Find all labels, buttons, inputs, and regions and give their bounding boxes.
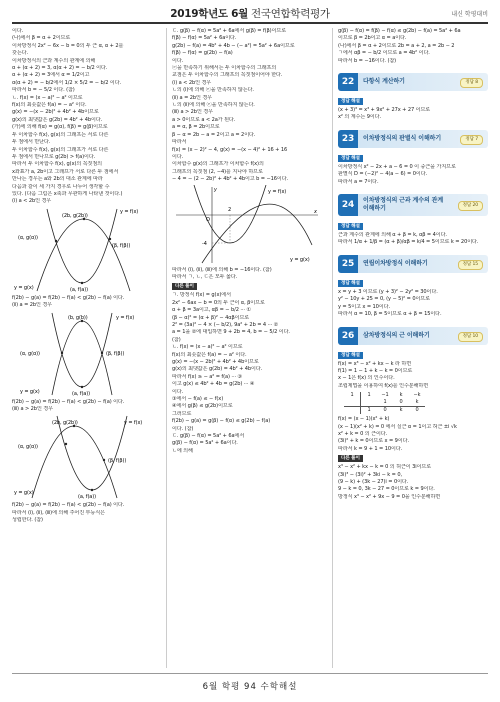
section-title-line1: 이차방정식의 근과 계수의 관계 (363, 197, 444, 205)
text-line: x² 의 계수는 9이다. (338, 114, 381, 121)
text-line: ㄴ. f(x) = (x − a)² − a² 이므로 (172, 344, 243, 351)
section-number: 24 (338, 194, 358, 216)
section-header (338, 130, 488, 148)
answer-badge: 정답 7 (460, 135, 483, 145)
text-line: 따라서 a = 7이다. (338, 178, 379, 185)
section-24-text (338, 232, 488, 247)
text-line: 이다. (172, 57, 184, 64)
text-line: a = 1을 ②에 대입하면 9 + 2b = 4, b = − 5/2 이다. (172, 329, 290, 336)
fig1-label-1: (α, g(α)) (18, 234, 38, 241)
text-line: g(x)의 최댓값은 g(2b) = 4b² + 4b이다. (172, 366, 263, 373)
g-parabola (32, 426, 117, 501)
text-line: 따라서 (ⅰ), (ⅱ), (ⅲ)에 의해 주어진 부등식은 (12, 509, 105, 516)
table-row: 1 0 k 0 (344, 407, 425, 415)
fig2-label-4: y = f(x) (116, 314, 135, 321)
column-1 (12, 28, 160, 668)
text-line: f(x)의 최솟값은 f(a) = − a² 이다. (12, 102, 87, 109)
text-line: x좌표가 a, 2b이고 그래프가 서로 다른 두 점에서 (12, 168, 119, 175)
column-divider-2 (332, 28, 333, 668)
text-line: 두 점에서 만난다. (12, 139, 51, 146)
fig1-label-5: y = g(x) (14, 284, 34, 291)
col2-text-a (172, 28, 325, 184)
text-line: 두 점에서 만나므로 g(2b) > f(a)이다. (12, 153, 96, 160)
section-number: 26 (338, 327, 358, 345)
other-solution-tag: 다른 풀이 (172, 283, 197, 290)
fig3-label-0: (2b, g(2b)) (52, 420, 78, 427)
g-parabola (52, 321, 112, 395)
text-line: 그래프의 꼭짓점 (2, −4)를 지나야 하므로 (172, 168, 263, 175)
section-number: 23 (338, 130, 358, 148)
g-parabola (37, 219, 130, 291)
section-header (338, 73, 488, 91)
text-line: f(β) − f(α) = g(2b) − f(a) (172, 50, 233, 57)
text-line: 따라서 b = − 5/2 이다. (참) (12, 87, 75, 94)
section-25-text (338, 289, 488, 319)
text-line: ㄱ에서 αβ = − b/2 이므로 a = 4b² 이다. (338, 50, 430, 57)
page-footer: 6월 학평 94 수학해설 (202, 682, 298, 692)
fig2-label-2: (β, f(β)) (106, 350, 125, 357)
section-25 (338, 255, 488, 319)
text-line: 갖는다. (12, 50, 28, 57)
text-line: (ⅰ) a < 2b인 경우 (172, 79, 212, 86)
graph-label-f: y = f(x) (268, 188, 287, 195)
fig3-label-1: (α, g(α)) (18, 444, 38, 451)
text-line: g(β) − f(α) = f(β) − f(α) ≤ g(2b) − f(a) = 5a² + 6a (338, 28, 461, 34)
text-line: ③에서 − f(a) ≤ − f(x) (172, 396, 224, 403)
graph-label-x: x (314, 208, 317, 215)
column-3 (338, 28, 488, 668)
text-line: ㄷ. g(β) − f(α) = 5a² + 6a에서 g(β) = f(β)이므로 (172, 28, 287, 34)
text-line: 근과 계수의 관계에 의해 α + β = k, αβ = 4이다. (338, 232, 447, 239)
text-line: x − 1은 f(x) 의 인수이다. (338, 375, 395, 382)
text-line: 따라서 f(x) ≥ − a² = f(a) ··· ③ (172, 373, 242, 380)
text-line: f(β) − f(α) = 5a² + 6a이다. (172, 35, 237, 42)
section-26 (338, 327, 488, 502)
graph-label-g: y = g(x) (290, 256, 310, 263)
text-line: f(2b) − g(a) = g(β) − f(α) ≤ g(2b) − f(a) (172, 418, 271, 425)
text-line: (참) (172, 336, 181, 343)
column-divider-1 (166, 28, 167, 668)
answer-explanation-tag: 정답 해설 (338, 98, 363, 105)
text-line: 조립제법을 이용하여 f(x)를 인수분해하면 (338, 382, 429, 389)
section-26-text (338, 361, 488, 391)
text-line: 다음과 같이 세 가지 경우로 나누어 생각할 수 (12, 183, 110, 190)
graph-label-origin: O (206, 216, 210, 223)
section-26-text-c (338, 464, 488, 501)
text-line: − 4 = − (2 − 2b)² + 4b² + 4b이고 b = −16이다. (172, 176, 289, 183)
text-line: y = 5이고 x = 10이다. (338, 303, 390, 310)
text-line: g(x) = −(x − 2b)² + 4b² + 4b이므로 (172, 359, 259, 365)
text-line: g(x) = −(x − 2b)² + 4b² + 4b이므로 (12, 109, 99, 116)
answer-explanation-tag: 정답 해설 (338, 280, 363, 287)
text-line: x³ − x² + kx − k = 0 의 허근이 3i이므로 (338, 464, 432, 471)
text-line: ㄴ의 (ⅱ)에 의해 ⓔ을 만족하지 않는다. (172, 102, 255, 109)
text-line: 판별식 D = (−2)² − 4(a − 6) = 0이다. (338, 171, 428, 178)
text-line: (x + 3)³ = x³ + 9x² + 27x + 27 이므로 (338, 107, 431, 114)
section-header (338, 194, 488, 216)
text-line: 이다. (참) (172, 425, 194, 432)
footer-divider (12, 673, 488, 674)
text-line: α + (α + 2) = 3에서 α = 1/2이고 (12, 72, 90, 79)
text-line: a > 0이므로 a < 2a가 된다. (172, 116, 236, 123)
col2-text-c (172, 292, 325, 455)
page-title-bold: 2019학년도 6월 (170, 8, 248, 20)
fig3-label-4: y = f(x) (124, 420, 143, 427)
text-line: (나)에서 β = α + 2이므로 (12, 35, 71, 42)
answer-explanation-tag: 정답 해설 (338, 223, 363, 230)
section-title: 연립이차방정식 이해하기 (363, 259, 428, 267)
graph-label-y: y (214, 186, 217, 193)
text-line: g(β) − f(α) = 5a² + 6a이다. (172, 440, 238, 447)
text-line: g(2b) − f(a) = 4b² + 4b − (− a²) = 5a² + 6a이므로 (172, 42, 295, 49)
text-line: ㄴ. f(x) = (x − a)² − a² 이므로 (12, 94, 83, 101)
text-line: ㄴ의 (ⅰ)에 의해 ⓔ을 만족하지 않는다. (172, 87, 254, 94)
g-curve (202, 204, 312, 263)
case1-heading: (ⅰ) a < 2b인 경우 (12, 198, 52, 205)
answer-badge: 정답 8 (460, 78, 483, 88)
fig3-label-3: (a, f(a)) (78, 494, 96, 501)
fig2-label-5: y = g(x) (20, 388, 40, 395)
solution-graph (172, 185, 322, 265)
answer-badge: 정답 15 (458, 260, 483, 270)
section-24 (338, 194, 488, 247)
answer-badge: 정답 20 (458, 201, 483, 211)
fig1-label-4: y = f(x) (120, 208, 139, 215)
text-line: ㄱ. 방정식 f(x) = g(x)에서 (172, 292, 231, 299)
text-line: (ⅲ) a > 2b인 경우 (12, 405, 53, 412)
text-line: g(x)의 최댓값은 g(2b) = 4b² + 4b이다. (12, 116, 103, 123)
text-line: 따라서 k = 9 + 1 = 10이다. (338, 445, 403, 452)
col3-text-a (338, 28, 488, 65)
text-line: (ⅱ) a = 2b인 경우 (172, 94, 213, 101)
text-line: α(α + 2) = − b/2에서 1/2 × 5/2 = − b/2 이다. (12, 79, 122, 86)
case3-text (12, 502, 160, 524)
graph-label-2: 2 (228, 206, 232, 213)
section-header (338, 255, 488, 273)
text-line: (3i)³ − (3i)² + 3ki − k = 0, (338, 471, 402, 478)
section-header (338, 327, 488, 345)
f-parabola (47, 209, 117, 283)
case1-text (12, 295, 160, 310)
answer-explanation-tag: 정답 해설 (338, 352, 363, 359)
text-line: 이므로 β = 2b이고 α = a이다. (338, 35, 407, 42)
text-line: 따라서 α = 10, β = 5이므로 α + β = 15이다. (338, 311, 442, 318)
text-line: α + (α + 2) = 3, α(α + 2) = − b/2 이다. (12, 65, 108, 72)
text-line: 따라서 두 이차함수 f(x), g(x)의 꼭짓점의 (12, 161, 102, 168)
section-22-text (338, 107, 488, 122)
text-line: (9 − k) + (3k − 27)i = 0이다. (338, 478, 409, 485)
text-line: y² − 10y + 25 = 0, (y − 5)² = 0이므로 (338, 296, 430, 303)
text-line: f(2b) − g(a) = f(2b) − f(a) < g(2b) − f(a) 이다. (12, 398, 125, 405)
fig2-label-3: (a, f(a)) (72, 390, 90, 397)
text-line: f(x) = x³ − x² + kx − k 라 하면 (338, 360, 412, 367)
fig3-label-5: y = g(x) (14, 490, 34, 497)
text-line: f(x)의 최솟값은 f(a) = − a² 이다. (172, 351, 247, 358)
text-line: 2² = (3a)² − 4 × (− b/2), 9a² + 2b = 4 ··· ② (172, 321, 279, 328)
section-26-text-b (338, 416, 488, 453)
section-23 (338, 130, 488, 186)
answer-explanation-tag: 정답 해설 (338, 155, 363, 162)
table-row: 1 0 k (344, 399, 425, 407)
section-number: 25 (338, 255, 358, 273)
fig1-label-2: (β, f(β)) (112, 242, 131, 249)
case3-figure (12, 414, 152, 500)
text-line: (가)에 의해 f(α) = g(α), f(β) = g(β)이므로 (12, 124, 108, 131)
other-solution-tag: 다른 풀이 (338, 455, 363, 462)
text-line: 2x² − 6ax − b = 0의 두 근이 α, β이므로 (172, 299, 265, 306)
text-line: α + β = 3a이고, αβ = − b/2 ··· ① (172, 307, 251, 314)
text-line: 두 이차함수 f(x), g(x)의 그래프는 서로 다른 (12, 131, 109, 138)
table-row: 1 1 −1 k −k (344, 392, 425, 399)
text-line: 이고 g(x) ≤ 4b² + 4b = g(2b) ··· ④ (172, 381, 255, 388)
column-2 (172, 28, 325, 668)
page-title (0, 6, 500, 21)
text-line: 이차함수 g(x)의 그래프가 이차함수 f(x)의 (172, 161, 264, 168)
text-line: 이다. (172, 388, 184, 395)
f-parabola (52, 313, 112, 387)
f-parabola (57, 416, 127, 490)
text-line: x = y + 3 이므로 (y + 3)² − 2y² = 30이다. (338, 288, 438, 295)
text-line: (나)에서 β = α + 2이므로 2b = a + 2, a = 2b − 2 (338, 42, 455, 49)
text-line: 이차방정식의 근과 계수의 관계에 의해 (12, 57, 96, 64)
header-badge: 내신 학평대비 (451, 11, 488, 18)
section-title: 다항식 계산하기 (363, 78, 405, 86)
text-line: 따라서 1/α + 1/β = (α + β)/αβ = k/4 = 5이므로 k = 20이다. (338, 239, 479, 246)
fig3-label-2: (β, f(β)) (108, 458, 127, 465)
text-line: (3i)² + k = 0이므로 x = 9이다. (338, 438, 409, 445)
section-number: 22 (338, 73, 358, 91)
text-line: 이차방정식 x² − 2x + a − 6 = 0 이 중근을 가지므로 (338, 163, 456, 170)
fig2-label-1: (α, g(α)) (20, 350, 40, 357)
case2-figure (12, 311, 152, 397)
case1-figure (12, 207, 152, 293)
text-line: f(x) = (x − 1)(x² + k) (338, 416, 390, 423)
text-line: 두 이차함수 f(x), g(x)의 그래프가 서로 다른 (12, 146, 109, 153)
section-title: 삼차방정식의 근 이해하기 (363, 331, 430, 339)
text-line: ㄴ에 의해 (172, 447, 193, 454)
text-line: 이차방정식 2x² − 6x − b = 0의 두 근 α, α + 2를 (12, 42, 124, 49)
section-title: 이차방정식의 판별식 이해하기 (363, 134, 442, 142)
graph-label-minus4: -4 (202, 240, 207, 247)
text-line: 성립한다. (참) (12, 517, 43, 524)
text-line: f(2b) − g(a) = f(2b) − f(a) < g(2b) − f(a) 이다. (12, 502, 125, 509)
text-line: β − α = 2b − a = 2이고 a = 2이다. (172, 131, 256, 138)
text-line: 이다. (172, 153, 184, 160)
col2-text-b (172, 267, 325, 282)
text-line: 따라서 (ⅰ), (ⅱ), (ⅲ)에 의해 b = −16이다. (참) (172, 266, 272, 273)
text-line: 만나는 경우는 a와 2b의 대소 관계에 따라 (12, 176, 103, 183)
header-divider (12, 22, 488, 24)
text-line: f(x) = (x − 2)² − 4, g(x) = −(x − 4)² + 16 + 16 (172, 146, 288, 153)
synthetic-division-table (344, 392, 425, 414)
fig2-label-0: (b, g(b)) (68, 314, 88, 321)
text-line: 9 − k = 0, 3k − 27 = 0이므로 k = 9이다. (338, 486, 435, 493)
text-line: a = α, β = 2b이므로 (172, 124, 220, 131)
text-line: 따라서 (172, 139, 187, 146)
text-line: f(2b) − g(a) = f(2b) − f(a) < g(2b) − f(a) 이다. (12, 294, 125, 301)
text-line: f(1) = 1 − 1 + k − k = 0이므로 (338, 367, 413, 374)
text-line: (β − α)² = (α + β)² − 4αβ이므로 (172, 314, 250, 321)
section-22 (338, 73, 488, 122)
answer-badge: 정답 10 (458, 332, 483, 342)
text-line: 있다. (다음 그림은 x축과 무관하게 나타낸 것이다.) (12, 190, 123, 197)
text-line: (x − 1)(x² + k) = 0 에서 실근 α = 1이고 허근 ±i √k (338, 423, 457, 430)
col1-text-a (12, 28, 160, 198)
text-line: (ⅱ) a = 2b인 경우 (12, 302, 53, 309)
section-title-line2: 이해하기 (363, 205, 386, 213)
text-line: ⓔ을 만족하기 위해서는 두 이차함수의 그래프의 (172, 65, 277, 72)
fig1-label-3: (a, f(a)) (70, 286, 88, 293)
fig1-label-0: (2b, g(2b)) (62, 212, 88, 219)
text-line: ㄷ. g(β) − f(α) = 5a² + 6a에서 (172, 433, 245, 440)
section-title (363, 197, 443, 213)
text-line: (ⅲ) a > 2b인 경우 (172, 109, 213, 116)
text-line: x² + k = 0 의 근이다. (338, 430, 388, 437)
text-line: ④에서 g(β) ≤ g(2b)이므로 (172, 403, 233, 410)
text-line: 따라서 ㄱ, ㄴ, ㄷ은 모두 옳다. (172, 273, 238, 280)
text-line: 따라서 b = −16이다. (참) (338, 57, 397, 64)
text-line: 교점은 두 이차함수의 그래프의 꼭짓점이어야 한다. (172, 72, 283, 79)
text-line: 그러므로 (172, 410, 192, 417)
page-title-rest: 전국연합학력평가 (247, 8, 330, 20)
text-line: 방정식 x³ − x² + 9x − 9 = 0을 인수분해하면 (338, 493, 441, 500)
case2-text (12, 399, 160, 414)
section-23-text (338, 164, 488, 186)
text-line: 이다. (12, 28, 24, 34)
